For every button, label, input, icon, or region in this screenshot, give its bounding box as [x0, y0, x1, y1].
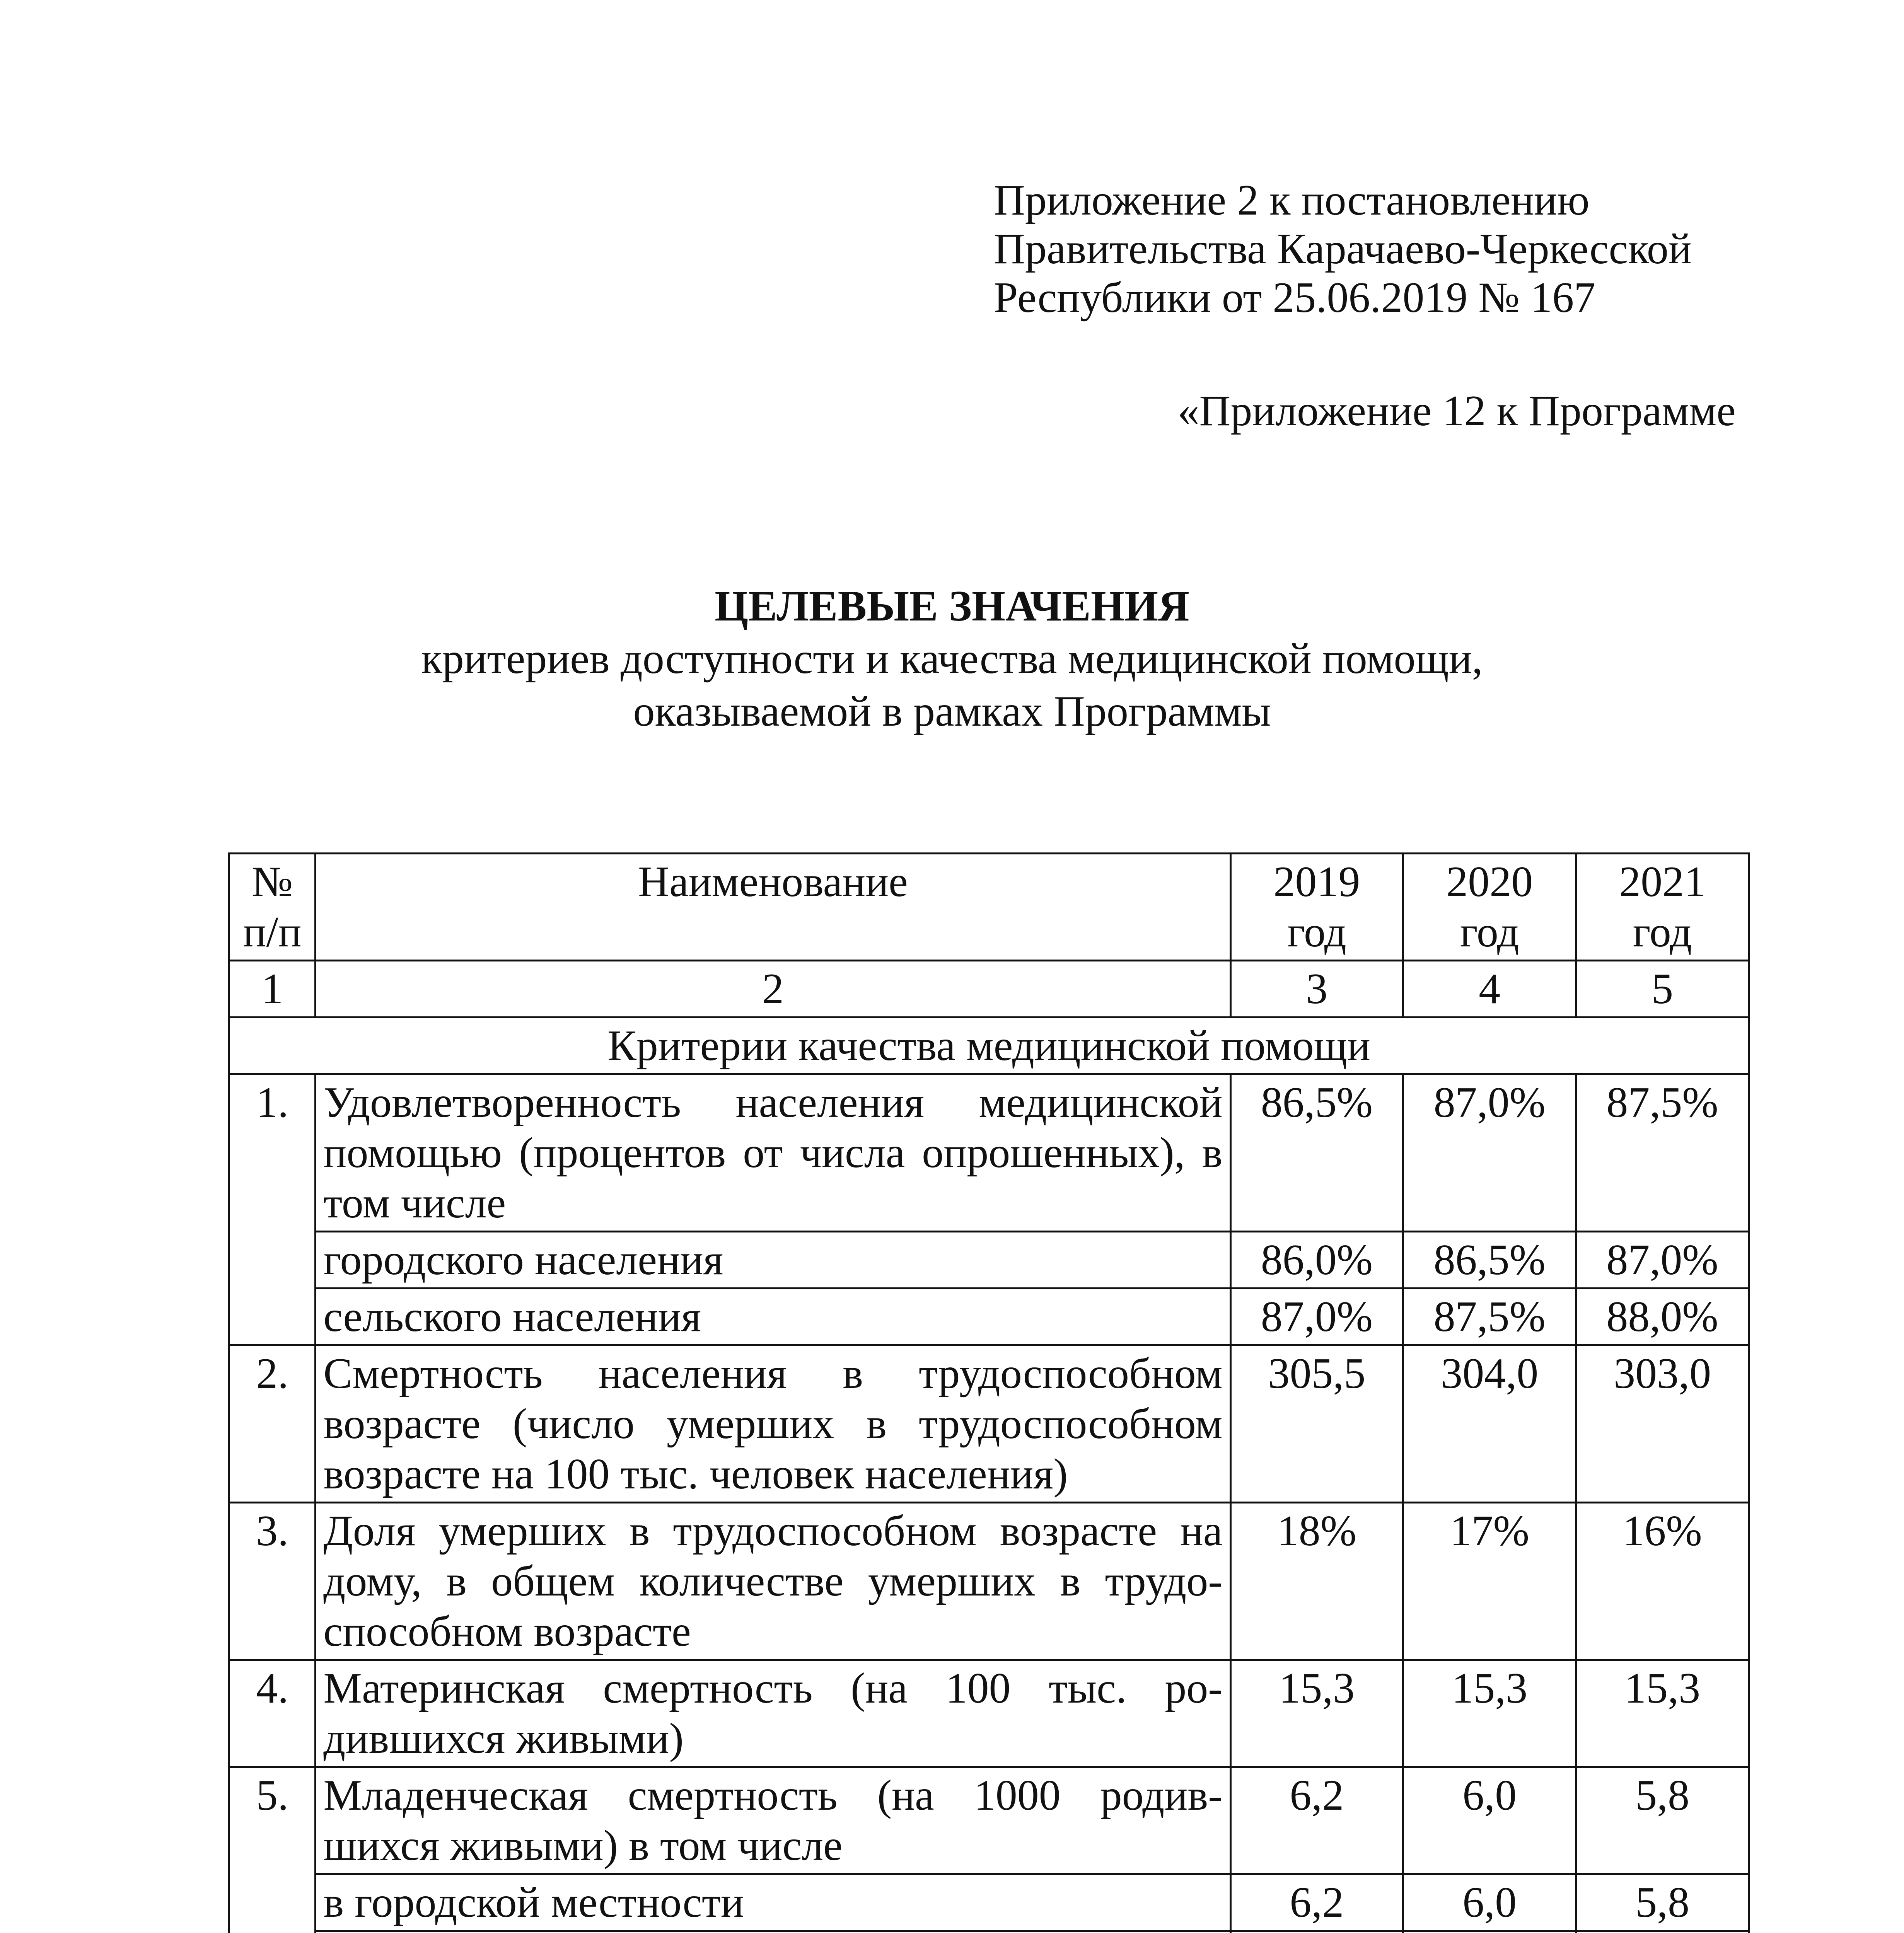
header-year-unit: год	[1633, 908, 1692, 956]
value-2021	[1576, 1931, 1749, 1933]
value-2021: 5,8	[1576, 1767, 1749, 1874]
value-2019: 86,0%	[1230, 1232, 1403, 1289]
table-row	[229, 1074, 1749, 1232]
row-name: в городской местности	[316, 1874, 1230, 1931]
value-2021: 303,0	[1576, 1345, 1749, 1503]
column-index: 5	[1576, 961, 1749, 1018]
value-2019: 305,5	[1230, 1345, 1403, 1503]
resolution-header	[994, 176, 1692, 322]
row-name	[316, 1931, 1230, 1933]
criteria-table	[228, 852, 1750, 1933]
title-subtitle-2: оказываемой в рамках Программы	[633, 687, 1271, 735]
value-2020: 15,3	[1403, 1660, 1576, 1767]
value-2021: 88,0%	[1576, 1289, 1749, 1345]
column-index: 1	[229, 961, 316, 1018]
row-name: Удовлетворенность населения медицинской помощью (процентов от числа опрошенных), в том числе	[316, 1074, 1230, 1232]
header-num-line-1: №	[251, 858, 293, 906]
row-number: 2.	[229, 1345, 316, 1503]
row-number: 3.	[229, 1503, 316, 1660]
row-name: Материнская смертность (на 100 тыс. ро-дившихся живыми)	[316, 1660, 1230, 1767]
header-year-value: 2020	[1446, 858, 1533, 906]
header-year-2020	[1403, 854, 1576, 961]
title-subtitle-1: критериев доступности и качества медицинской помощи,	[421, 635, 1483, 683]
header-year-unit: год	[1287, 908, 1346, 956]
header-year-value: 2019	[1273, 858, 1360, 906]
header-num-line-2: п/п	[243, 908, 302, 956]
section-title: Критерии качества медицинской помощи	[229, 1018, 1749, 1074]
value-2020: 17%	[1403, 1503, 1576, 1660]
value-2019: 15,3	[1230, 1660, 1403, 1767]
row-number: 1.	[229, 1074, 316, 1345]
value-2020: 86,5%	[1403, 1232, 1576, 1289]
value-2021: 87,0%	[1576, 1232, 1749, 1289]
table-row	[229, 1767, 1749, 1874]
value-2019: 87,0%	[1230, 1289, 1403, 1345]
table-subrow	[229, 1232, 1749, 1289]
value-2021: 15,3	[1576, 1660, 1749, 1767]
value-2019: 18%	[1230, 1503, 1403, 1660]
value-2019	[1230, 1931, 1403, 1933]
value-2021: 16%	[1576, 1503, 1749, 1660]
value-2019: 6,2	[1230, 1767, 1403, 1874]
section-row	[229, 1018, 1749, 1074]
table-row	[229, 1660, 1749, 1767]
value-2020: 87,0%	[1403, 1074, 1576, 1232]
row-number: 5.	[229, 1767, 316, 1933]
row-name: Смертность населения в трудоспособном возрасте (число умерших в трудоспособном возрасте на 100 тыс. человек населения)	[316, 1345, 1230, 1503]
row-name: Доля умерших в трудоспособном возрасте на дому, в общем количестве умерших в трудо-способном возрасте	[316, 1503, 1230, 1660]
header-year-value: 2021	[1619, 858, 1706, 906]
value-2020	[1403, 1931, 1576, 1933]
table-row	[229, 1503, 1749, 1660]
header-name: Наименование	[316, 854, 1230, 961]
table-subrow	[229, 1289, 1749, 1345]
row-number: 4.	[229, 1660, 316, 1767]
table-subrow	[229, 1931, 1749, 1933]
column-index: 3	[1230, 961, 1403, 1018]
row-name: сельского населения	[316, 1289, 1230, 1345]
header-year-2019	[1230, 854, 1403, 961]
value-2020: 6,0	[1403, 1874, 1576, 1931]
header-line-1: Приложение 2 к постановлению	[994, 176, 1590, 224]
appendix-reference: «Приложение 12 к Программе	[1177, 387, 1736, 435]
column-index: 2	[316, 961, 1230, 1018]
title-main: ЦЕЛЕВЫЕ ЗНАЧЕНИЯ	[714, 582, 1189, 630]
row-name: Младенческая смертность (на 1000 родив-шихся живыми) в том числе	[316, 1767, 1230, 1874]
row-name: городского населения	[316, 1232, 1230, 1289]
column-index-row	[229, 961, 1749, 1018]
value-2020: 87,5%	[1403, 1289, 1576, 1345]
table-header-row	[229, 854, 1749, 961]
value-2019: 86,5%	[1230, 1074, 1403, 1232]
column-index: 4	[1403, 961, 1576, 1018]
header-year-2021	[1576, 854, 1749, 961]
header-line-3: Республики от 25.06.2019 № 167	[994, 274, 1596, 322]
header-num	[229, 854, 316, 961]
header-year-unit: год	[1460, 908, 1519, 956]
table-row	[229, 1345, 1749, 1503]
value-2020: 304,0	[1403, 1345, 1576, 1503]
value-2019: 6,2	[1230, 1874, 1403, 1931]
value-2021: 87,5%	[1576, 1074, 1749, 1232]
value-2021: 5,8	[1576, 1874, 1749, 1931]
table-subrow	[229, 1874, 1749, 1931]
header-line-2: Правительства Карачаево-Черкесской	[994, 225, 1692, 273]
value-2020: 6,0	[1403, 1767, 1576, 1874]
document-title	[0, 580, 1904, 738]
